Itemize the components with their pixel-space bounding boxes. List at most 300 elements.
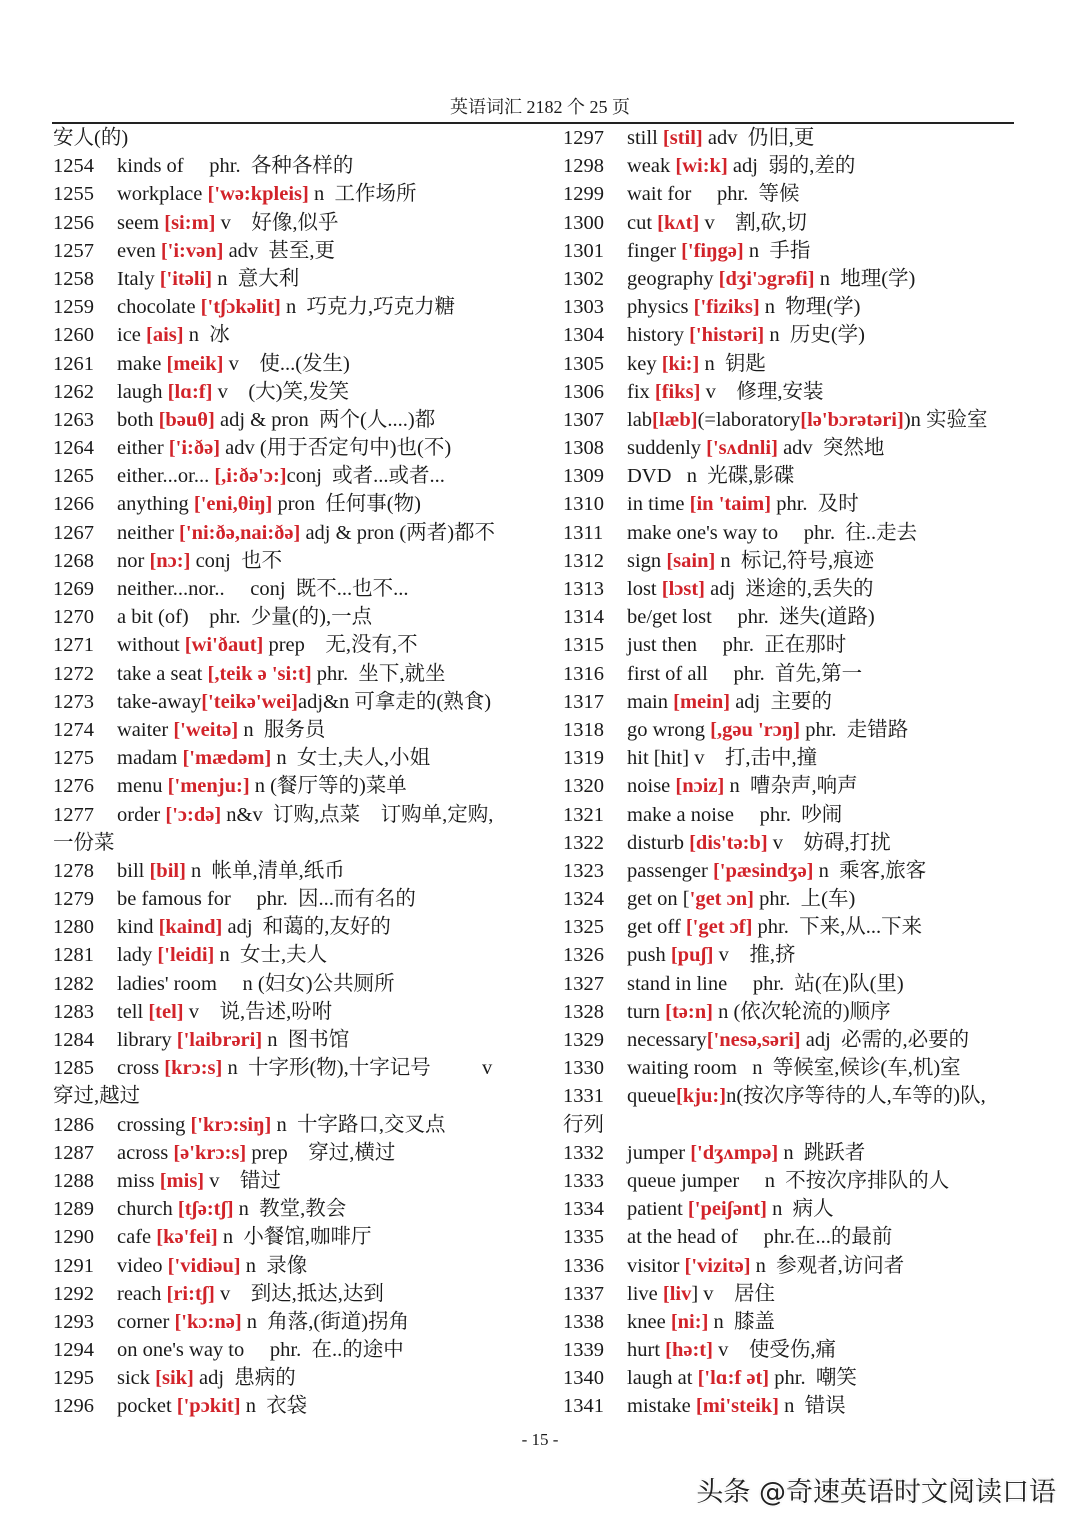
- entry-number: 1258: [53, 267, 94, 290]
- vocab-entry: [53, 744, 553, 772]
- entry-definition: n 手指: [743, 239, 811, 262]
- entry-phonetic: ['vidiəu]: [167, 1254, 241, 1277]
- vocab-entry: [53, 350, 553, 378]
- entry-number: 1270: [53, 606, 94, 629]
- entry-word: physics: [627, 296, 694, 319]
- left-column: [53, 124, 553, 1421]
- entry-number: 1297: [563, 127, 604, 149]
- entry-word: visitor: [627, 1254, 685, 1277]
- vocab-entry: [53, 913, 553, 941]
- entry-word: be famous for: [117, 888, 236, 911]
- entry-number: 1268: [53, 549, 94, 572]
- vocab-entry: [53, 970, 553, 998]
- entry-phonetic: ['histəri]: [689, 324, 765, 347]
- entry-word: be/get lost: [627, 606, 717, 629]
- entry-number: 1325: [563, 916, 604, 939]
- entry-word: seem: [117, 211, 165, 234]
- entry-phonetic: ['leidi]: [157, 944, 215, 967]
- vocab-entry: [53, 293, 553, 321]
- entry-definition: v 好像,似乎: [215, 211, 339, 234]
- vocab-entry: [53, 265, 553, 293]
- entry-number: 1255: [53, 183, 94, 206]
- entry-definition: phr. 正在那时: [702, 634, 847, 657]
- vocab-entry: [53, 152, 553, 180]
- entry-word: push: [627, 944, 671, 967]
- entry-phonetic: 'get ɔn]: [689, 888, 754, 911]
- entry-number: 1302: [563, 267, 604, 290]
- entry-number: 1291: [53, 1254, 94, 1277]
- entry-phonetic: ['i:ðə]: [168, 437, 221, 460]
- vocab-entry: [53, 660, 553, 688]
- entry-phonetic: [meik]: [166, 352, 224, 375]
- entry-number: 1316: [563, 662, 604, 685]
- vocab-entry: [563, 998, 1063, 1026]
- vocab-entry: [563, 970, 1063, 998]
- entry-word: queue: [627, 1085, 676, 1108]
- vocab-entry: [563, 1364, 1063, 1392]
- vocab-entry: [53, 716, 553, 744]
- entry-number: 1310: [563, 493, 604, 516]
- entry-word: DVD: [627, 465, 677, 488]
- entry-word: still: [627, 127, 663, 149]
- vocab-entry: [563, 1308, 1063, 1336]
- entry-word: first of all: [627, 662, 713, 685]
- entry-definition: phr. 走错路: [800, 718, 909, 741]
- entry-definition: n&v 订购,点菜 订购单,定购,: [221, 803, 494, 826]
- entry-definition: prep 无,没有,不: [263, 634, 418, 657]
- entry-definition: adj 弱的,差的: [727, 155, 856, 178]
- entry-phonetic: ['i:vən]: [160, 239, 224, 262]
- entry-word: cafe: [117, 1226, 157, 1249]
- entry-definition: n 参观者,访问者: [750, 1254, 905, 1277]
- entry-definition: phr. 嘲笑: [769, 1367, 857, 1390]
- entry-phonetic: [hə:t]: [665, 1339, 713, 1362]
- entry-phonetic: [puʃ]: [670, 944, 714, 967]
- entry-number: 1303: [563, 296, 604, 319]
- entry-word: queue jumper: [627, 1169, 745, 1192]
- vocab-entry: [563, 293, 1063, 321]
- entry-definition: n 小餐馆,咖啡厅: [217, 1226, 372, 1249]
- vocab-entry: [563, 1252, 1063, 1280]
- vocab-entry: [563, 547, 1063, 575]
- entry-number: 1319: [563, 747, 604, 770]
- entry-definition: phr. 往..走去: [783, 521, 918, 544]
- entry-definition: n 物理(学): [759, 296, 861, 319]
- vocab-entry: [53, 688, 553, 716]
- entry-number: 1299: [563, 183, 604, 206]
- entry-word: suddenly: [627, 437, 707, 460]
- entry-phonetic: ['sʌdnli]: [706, 437, 778, 460]
- entry-word: lady: [117, 944, 158, 967]
- entry-definition: v 修理,安装: [700, 380, 824, 403]
- entry-definition: adv 突然地: [777, 437, 885, 460]
- entry-word: tell: [117, 1000, 149, 1023]
- entry-number: 1273: [53, 690, 94, 713]
- entry-phonetic: ['ɔ:də]: [165, 803, 222, 826]
- entry-word: hurt: [627, 1339, 666, 1362]
- entry-definition-wrap: 行列: [563, 1113, 604, 1136]
- entry-phonetic: [wi'ðaut]: [184, 634, 264, 657]
- vocab-entry: [53, 801, 553, 829]
- entry-word: take-away: [117, 690, 202, 713]
- entry-phonetic: [wi:k]: [675, 155, 728, 178]
- entry-number: 1287: [53, 1141, 94, 1164]
- entry-phonetic: [liv: [662, 1282, 692, 1305]
- entry-word: hit [hit]: [627, 747, 695, 770]
- entry-word: madam: [117, 747, 183, 770]
- vocab-entry: [53, 772, 553, 800]
- vocab-entry: [563, 660, 1063, 688]
- entry-definition: conj 既不...也不...: [229, 578, 409, 600]
- entry-number: 1341: [563, 1395, 604, 1418]
- entry-number: 1265: [53, 465, 94, 488]
- entry-number: 1281: [53, 944, 94, 967]
- entry-definition: adj 患病的: [193, 1367, 296, 1390]
- entry-number: 1283: [53, 1000, 94, 1023]
- entry-number: 1322: [563, 831, 604, 854]
- entry-word: order: [117, 803, 166, 826]
- vocab-entry: [563, 941, 1063, 969]
- entry-phonetic: ['wə:kpleis]: [207, 183, 309, 206]
- page-header: 英语词汇 2182 个 25 页: [450, 97, 630, 117]
- entry-phonetic: [dʒi'ɔgrəfi]: [718, 267, 815, 290]
- entry-definition: phr. 上(车): [753, 888, 856, 911]
- vocab-entry: [53, 1336, 553, 1364]
- entry-word: get on [: [627, 888, 690, 911]
- entry-number: 1271: [53, 634, 94, 657]
- vocab-entry: [53, 519, 553, 547]
- entry-list-left: [53, 152, 553, 1420]
- entry-definition-wrap: 一份菜: [53, 831, 115, 854]
- entry-word: across: [117, 1141, 174, 1164]
- entry-definition: n 教堂,教会: [233, 1198, 347, 1221]
- entry-definition: phr. 少量(的),一点: [193, 606, 373, 629]
- entry-phonetic: [,gəu 'rɔŋ]: [710, 718, 801, 741]
- entry-number: 1267: [53, 521, 94, 544]
- entry-definition: adj 迷途的,丢失的: [705, 578, 874, 600]
- entry-phonetic: ['krɔ:siŋ]: [190, 1113, 272, 1136]
- entry-definition: adj 必需的,必要的: [800, 1029, 970, 1051]
- entry-word: passenger: [627, 859, 713, 882]
- entry-number: 1315: [563, 634, 604, 657]
- entry-definition: phr. 在..的途中: [249, 1339, 404, 1362]
- entry-word: ladies' room: [117, 972, 223, 995]
- vocab-entry: [563, 1167, 1063, 1195]
- entry-number: 1338: [563, 1310, 604, 1333]
- entry-definition: conj 或者...或者...: [286, 465, 445, 488]
- entry-definition: adj&n 可拿走的(熟食): [298, 690, 492, 713]
- entry-definition: adv (用于否定句中)也(不): [220, 437, 452, 460]
- entry-word: kinds of: [117, 155, 189, 178]
- vocab-entry: [563, 631, 1063, 659]
- entry-phonetic: ['fiziks]: [693, 296, 760, 319]
- entry-number: 1340: [563, 1367, 604, 1390]
- entry-word: cross: [117, 1057, 165, 1080]
- entry-phonetic: [fiks]: [654, 380, 701, 403]
- entry-phonetic: ['pæsindʒə]: [712, 859, 814, 882]
- entry-number: 1257: [53, 239, 94, 262]
- entry-number: 1324: [563, 888, 604, 911]
- entry-word: just then: [627, 634, 703, 657]
- entry-word: a bit (of): [117, 606, 194, 629]
- vocab-entry: [53, 1026, 553, 1054]
- entry-word: sign: [627, 549, 667, 572]
- entry-number: 1279: [53, 888, 94, 911]
- entry-word: on one's way to: [117, 1339, 250, 1362]
- watermark: 头条 @奇速英语时文阅读口语: [696, 1477, 1056, 1508]
- entry-word: church: [117, 1198, 178, 1221]
- entry-number: 1337: [563, 1282, 604, 1305]
- entry-word: workplace: [117, 183, 208, 206]
- entry-number: 1336: [563, 1254, 604, 1277]
- entry-number: 1269: [53, 578, 94, 600]
- entry-definition: n 不按次序排队的人: [744, 1169, 950, 1192]
- entry-definition: phr. 坐下,就坐: [311, 662, 446, 685]
- vocab-entry: [53, 180, 553, 208]
- entry-definition: n 女士,夫人: [214, 944, 328, 967]
- entry-number: 1261: [53, 352, 94, 375]
- entry-word: go wrong: [627, 718, 711, 741]
- entry-definition: n 角落,(街道)拐角: [241, 1310, 410, 1333]
- entry-word: cut: [627, 211, 658, 234]
- entry-definition: n 女士,夫人,小姐: [271, 747, 431, 770]
- entry-phonetic: [lɑ:f]: [167, 380, 213, 403]
- entry-word: finger: [627, 239, 682, 262]
- entry-word: in time: [627, 493, 690, 516]
- entry-definition: v 打,击中,撞: [694, 747, 818, 770]
- entry-definition: n 历史(学): [764, 324, 866, 347]
- entry-phonetic: [nɔ:]: [149, 549, 191, 572]
- vocab-entry: [563, 490, 1063, 518]
- entry-word: library: [117, 1029, 177, 1051]
- entry-number: 1298: [563, 155, 604, 178]
- entry-phonetic: [bəuθ]: [158, 408, 215, 431]
- entry-definition: phr. 吵闹: [739, 803, 843, 826]
- entry-definition: v (大)笑,发笑: [212, 380, 350, 403]
- entry-definition: phr. 下来,从...下来: [752, 916, 923, 939]
- entry-number: 1320: [563, 775, 604, 798]
- entry-phonetic: [kʌt]: [657, 211, 700, 234]
- entry-phonetic: ['peiʃənt]: [687, 1198, 767, 1221]
- entry-word: key: [627, 352, 662, 375]
- entry-number: 1313: [563, 578, 604, 600]
- entry-word: take a seat: [117, 662, 208, 685]
- entry-word: noise: [627, 775, 676, 798]
- entry-definition: n 病人: [767, 1198, 834, 1221]
- entry-definition: n 意大利: [212, 267, 300, 290]
- page-number: - 15 -: [521, 1430, 559, 1449]
- entry-phonetic: ['nesə,səri]: [706, 1029, 801, 1051]
- entry-definition: adj & pron (两者)都不: [300, 521, 496, 544]
- entry-word: nor: [117, 549, 150, 572]
- entry-number: 1276: [53, 775, 94, 798]
- entry-word: necessary: [627, 1029, 707, 1051]
- entry-word: both: [117, 408, 159, 431]
- entry-definition: n 跳跃者: [778, 1141, 866, 1164]
- entry-number: 1309: [563, 465, 604, 488]
- entry-word: lost: [627, 578, 662, 600]
- entry-word: main: [627, 690, 674, 713]
- entry-definition: n 十字路口,交叉点: [271, 1113, 446, 1136]
- vocab-entry: [53, 1308, 553, 1336]
- vocab-entry: [563, 265, 1063, 293]
- vocab-entry: [563, 124, 1063, 152]
- entry-word: live: [627, 1282, 663, 1305]
- entry-definition-wrap: 穿过,越过: [53, 1085, 141, 1108]
- entry-definition: n 服务员: [238, 718, 326, 741]
- entry-phonetic: ['laibrəri]: [176, 1029, 263, 1051]
- entry-word: neither: [117, 521, 180, 544]
- entry-definition: adj & pron 两个(人....)都: [214, 408, 436, 431]
- entry-number: 1294: [53, 1339, 94, 1362]
- entry-number: 1333: [563, 1169, 604, 1192]
- entry-definition: conj 也不: [190, 549, 283, 572]
- entry-word: weak: [627, 155, 676, 178]
- vocab-entry: [53, 490, 553, 518]
- entry-definition: v 到达,抵达,达到: [214, 1282, 384, 1305]
- entry-number: 1266: [53, 493, 94, 516]
- entry-definition: phr. 首先,第一: [712, 662, 863, 685]
- vocab-entry: [563, 1026, 1063, 1054]
- entry-phonetic: [,teik ə 'si:t]: [207, 662, 312, 685]
- entry-word: make one's way to: [627, 521, 784, 544]
- entry-number: 1305: [563, 352, 604, 375]
- entry-number: 1254: [53, 155, 94, 178]
- entry-word: ice: [117, 324, 147, 347]
- vocab-entry: [563, 1280, 1063, 1308]
- entry-number: 1314: [563, 606, 604, 629]
- entry-definition: adj 主要的: [730, 690, 832, 713]
- entry-number: 1282: [53, 972, 94, 995]
- entry-number: 1330: [563, 1057, 604, 1080]
- vocab-entry: [563, 237, 1063, 265]
- entry-definition: n (妇女)公共厕所: [222, 972, 395, 995]
- entry-definition: v 妨碍,打扰: [767, 831, 891, 854]
- vocab-entry: [563, 857, 1063, 885]
- entry-phonetic: [kaind]: [158, 916, 223, 939]
- vocab-entry: [53, 1392, 553, 1420]
- entry-definition: n 冰: [183, 324, 230, 347]
- entry-word: waiting room: [627, 1057, 743, 1080]
- entry-number: 1328: [563, 1000, 604, 1023]
- vocab-entry: [563, 772, 1063, 800]
- entry-word: disturb: [627, 831, 690, 854]
- vocab-entry: [53, 237, 553, 265]
- entry-word: knee: [627, 1310, 671, 1333]
- entry-word: mistake: [627, 1395, 696, 1418]
- entry-word: either: [117, 437, 169, 460]
- continuation-text: 安人(的): [53, 127, 129, 149]
- entry-phonetic: [krɔ:s]: [164, 1057, 223, 1080]
- entry-definition: n 标记,符号,痕迹: [715, 549, 875, 572]
- vocab-entry: [53, 885, 553, 913]
- entry-word: stand in line: [627, 972, 733, 995]
- entry-definition: phr.在...的最前: [743, 1226, 893, 1249]
- vocab-entry: [563, 406, 1063, 434]
- entry-number: 1335: [563, 1226, 604, 1249]
- entry-phonetic: ['kɔ:nə]: [174, 1310, 242, 1333]
- vocab-entry: [53, 1139, 553, 1167]
- entry-word: pocket: [117, 1395, 177, 1418]
- entry-word: corner: [117, 1310, 175, 1333]
- entry-number: 1321: [563, 803, 604, 826]
- vocab-entry: [563, 744, 1063, 772]
- entry-phonetic: [dis'tə:b]: [689, 831, 768, 854]
- vocab-entry: [563, 209, 1063, 237]
- entry-phonetic: [tʃə:tʃ]: [177, 1198, 234, 1221]
- entry-number: 1329: [563, 1029, 604, 1051]
- vocab-entry: [563, 321, 1063, 349]
- entry-phonetic: ['pɔkit]: [176, 1395, 241, 1418]
- entry-word: waiter: [117, 718, 174, 741]
- entry-number: 1334: [563, 1198, 604, 1221]
- entry-list-right: [563, 124, 1063, 1421]
- entry-definition: n (依次轮流的)顺序: [712, 1000, 891, 1023]
- entry-phonetic: [stil]: [662, 127, 703, 149]
- entry-phonetic: ['menju:]: [167, 775, 250, 798]
- entry-definition: n 录像: [240, 1254, 308, 1277]
- entry-word: sick: [117, 1367, 156, 1390]
- vocab-entry: [563, 885, 1063, 913]
- entry-word: laugh at: [627, 1367, 698, 1390]
- entry-phonetic: [nɔiz]: [675, 775, 725, 798]
- entry-phonetic: ['dʒʌmpə]: [690, 1141, 779, 1164]
- entry-definition: adj 和蔼的,友好的: [222, 916, 391, 939]
- vocab-entry: [53, 631, 553, 659]
- entry-definition: adv 甚至,更: [223, 239, 336, 262]
- entry-phonetic: ['vizitə]: [684, 1254, 751, 1277]
- entry-word: lab: [627, 408, 653, 431]
- entry-definition: n 十字形(物),十字记号 v: [222, 1057, 493, 1080]
- entry-definition: n 光碟,影碟: [676, 465, 795, 488]
- vocab-entry: [563, 180, 1063, 208]
- right-column: [563, 124, 1063, 1421]
- vocab-entry: [53, 998, 553, 1026]
- entry-phonetic: [bil]: [149, 859, 186, 882]
- entry-number: 1275: [53, 747, 94, 770]
- entry-number: 1323: [563, 859, 604, 882]
- vocab-entry: [53, 378, 553, 406]
- entry-definition: n 钥匙: [699, 352, 766, 375]
- entry-phonetic: [ri:tʃ]: [166, 1282, 215, 1305]
- entry-number: 1332: [563, 1141, 604, 1164]
- vocab-entry: [563, 1223, 1063, 1251]
- vocab-entry: [563, 913, 1063, 941]
- entry-word: video: [117, 1254, 168, 1277]
- entry-definition: v 错过: [204, 1169, 282, 1192]
- entry-definition: phr. 因...而有名的: [235, 888, 416, 911]
- entry-word: reach: [117, 1282, 167, 1305]
- vocab-entry: [563, 1082, 1063, 1110]
- entry-number: 1306: [563, 380, 604, 403]
- entry-definition: n 工作场所: [308, 183, 417, 206]
- entry-number: 1285: [53, 1057, 94, 1080]
- vocab-entry: [563, 1139, 1063, 1167]
- vocab-entry: [53, 547, 553, 575]
- entry-definition: n (餐厅等的)菜单: [249, 775, 407, 798]
- entry-word: geography: [627, 267, 719, 290]
- entry-word: either...or...: [117, 465, 215, 488]
- entry-phonetic: [sain]: [666, 549, 716, 572]
- entry-phonetic: [lɔst]: [661, 578, 706, 600]
- entry-definition: v 使...(发生): [223, 352, 350, 375]
- entry-number: 1264: [53, 437, 94, 460]
- entry-number: 1326: [563, 944, 604, 967]
- entry-number: 1295: [53, 1367, 94, 1390]
- entry-phonetic: [in 'taim]: [689, 493, 772, 516]
- entry-word: crossing: [117, 1113, 191, 1136]
- entry-definition: n(按次序等待的人,车等的)队,: [726, 1085, 986, 1108]
